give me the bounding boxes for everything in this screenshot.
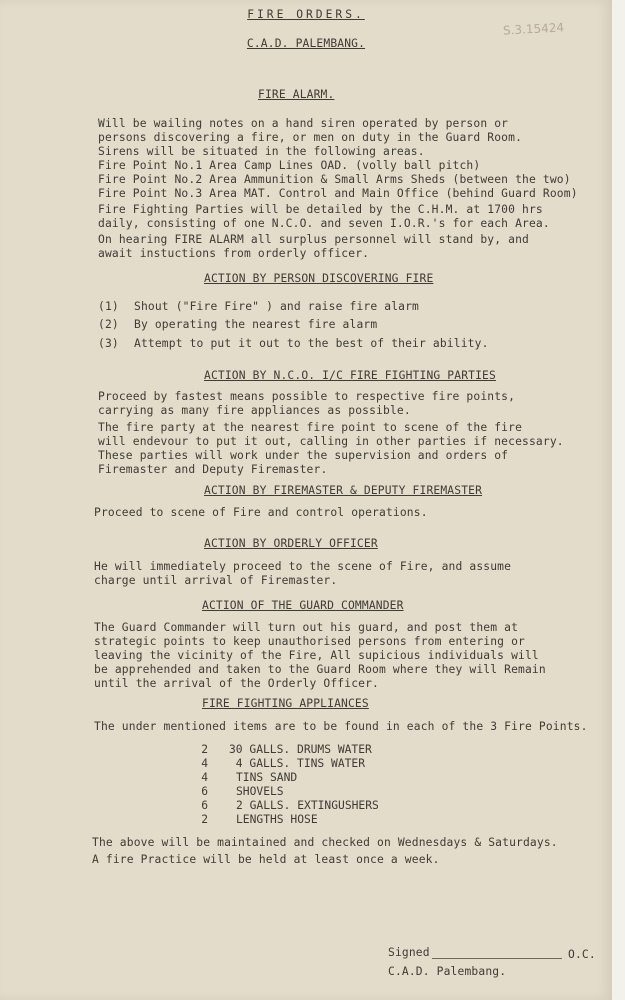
nco-line: carrying as many fire appliances as possible. <box>98 404 411 417</box>
appliance-name: TINS SAND <box>236 771 298 784</box>
appliance-qty: 6 <box>201 785 208 798</box>
page-title: FIRE ORDERS. <box>247 8 365 21</box>
hearing-line: On hearing FIRE ALARM all surplus personnel will stand by, and <box>98 233 529 246</box>
fire-alarm-line: persons discovering a fire, or men on duty in the Guard Room. <box>98 131 523 144</box>
parties-line: Fire Fighting Parties will be detailed by the C.H.M. at 1700 hrs <box>98 203 543 216</box>
fire-alarm-heading: FIRE ALARM. <box>258 88 335 101</box>
nco-line: Firemaster and Deputy Firemaster. <box>98 463 328 476</box>
fire-alarm-line: Will be wailing notes on a hand siren operated by person or <box>98 117 509 130</box>
appliance-name: LENGTHS HOSE <box>236 813 318 826</box>
person-item-text: By operating the nearest fire alarm <box>134 318 378 331</box>
appliances-footer: A fire Practice will be held at least once a week. <box>92 853 440 866</box>
person-item-num: (2) <box>98 318 119 331</box>
fire-point-3: Fire Point No.3 Area MAT. Control and Main Office (behind Guard Room) <box>98 187 578 200</box>
orderly-line: He will immediately proceed to the scene of Fire, and assume <box>94 560 512 573</box>
appliance-name: 2 GALLS. EXTINGUSHERS <box>236 799 379 812</box>
nco-line: The fire party at the nearest fire point to scene of the fire <box>98 421 523 434</box>
nco-heading: ACTION BY N.C.O. I/C FIRE FIGHTING PARTIES <box>204 369 496 382</box>
scan-background <box>612 0 625 1000</box>
firemaster-heading: ACTION BY FIREMASTER & DEPUTY FIREMASTER <box>204 484 483 497</box>
fire-alarm-line: Sirens will be situated in the following areas. <box>98 145 425 158</box>
appliance-qty: 4 <box>201 771 208 784</box>
person-item-text: Shout ("Fire Fire" ) and raise fire alarm <box>134 300 420 313</box>
signed-label: Signed <box>388 946 430 959</box>
nco-line: Proceed by fastest means possible to respective fire points, <box>98 390 516 403</box>
orderly-line: charge until arrival of Firemaster. <box>94 574 338 587</box>
fire-point-2: Fire Point No.2 Area Ammunition & Small Arms Sheds (between the two) <box>98 173 571 186</box>
oc-label: O.C. <box>568 948 596 961</box>
guard-line: strategic points to keep unauthorised persons from entering or <box>94 635 525 648</box>
archive-reference: S.3.15424 <box>502 20 565 38</box>
nco-line: These parties will work under the supervision and orders of <box>98 449 509 462</box>
appliance-name: SHOVELS <box>236 785 284 798</box>
appliance-qty: 2 <box>201 743 208 756</box>
appliance-name: 30 GALLS. DRUMS WATER <box>229 743 372 756</box>
guard-line: be apprehended and taken to the Guard Room where they will Remain <box>94 663 546 676</box>
fire-point-1: Fire Point No.1 Area Camp Lines OAD. (volly ball pitch) <box>98 159 481 172</box>
guard-heading: ACTION OF THE GUARD COMMANDER <box>202 599 404 612</box>
appliance-qty: 6 <box>201 799 208 812</box>
appliances-footer: The above will be maintained and checked on Wednesdays & Saturdays. <box>92 836 558 849</box>
guard-line: until the arrival of the Orderly Officer. <box>94 677 380 690</box>
person-item-num: (1) <box>98 300 119 313</box>
appliance-qty: 4 <box>201 757 208 770</box>
appliance-qty: 2 <box>201 813 208 826</box>
guard-line: leaving the vicinity of the Fire, All supicious individuals will <box>94 649 539 662</box>
person-item-text: Attempt to put it out to the best of their ability. <box>134 337 489 350</box>
nco-line: will endevour to put it out, calling in other parties if necessary. <box>98 435 564 448</box>
page-subtitle: C.A.D. PALEMBANG. <box>246 37 366 50</box>
orderly-heading: ACTION BY ORDERLY OFFICER <box>204 537 378 550</box>
unit-label: C.A.D. Palembang. <box>388 965 507 978</box>
parties-line: daily, consisting of one N.C.O. and seven I.O.R.'s for each Area. <box>98 217 550 230</box>
guard-line: The Guard Commander will turn out his guard, and post them at <box>94 621 519 634</box>
appliances-intro: The under mentioned items are to be found in each of the 3 Fire Points. <box>94 720 588 733</box>
appliance-name: 4 GALLS. TINS WATER <box>229 757 366 770</box>
signature-line <box>432 958 562 959</box>
hearing-line: await instuctions from orderly officer. <box>98 247 370 260</box>
person-heading: ACTION BY PERSON DISCOVERING FIRE <box>204 272 434 285</box>
person-item-num: (3) <box>98 337 119 350</box>
firemaster-text: Proceed to scene of Fire and control operations. <box>94 506 428 519</box>
appliances-heading: FIRE FIGHTING APPLIANCES <box>202 697 369 710</box>
